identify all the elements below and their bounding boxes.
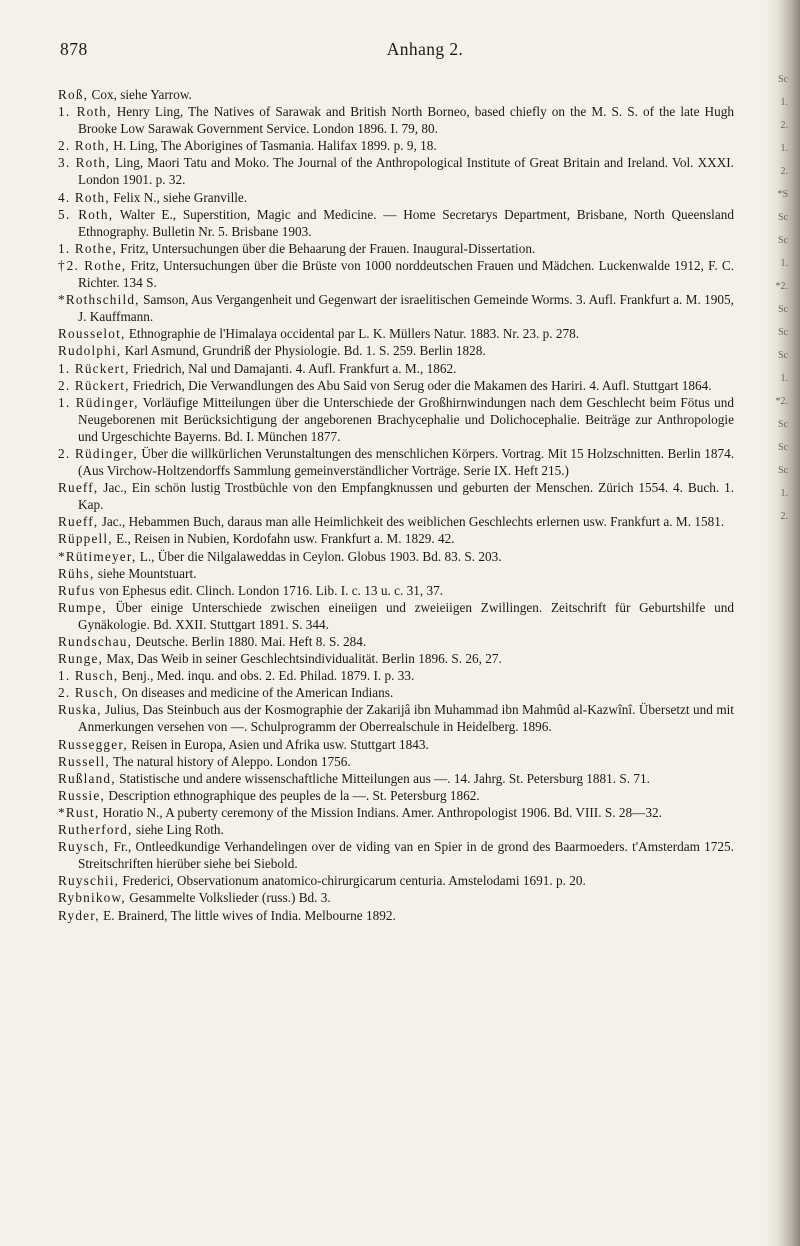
entry-text: L., Über die Nilgalaweddas in Ceylon. Globus 1903. Bd. 83. S. 203. (136, 548, 502, 564)
bibliography-entry (58, 804, 734, 821)
gutter-fragment: Sc (778, 465, 788, 476)
entry-text: Fr., Ontleedkundige Verhandelingen over de viding van en Spier in de grond des Baarmoeders. t'Amsterdam 1725. Streitschriften hierüber siehe bei Siebold. (78, 839, 734, 872)
bibliography-entry (58, 582, 734, 599)
gutter-fragment: Sc (778, 350, 788, 361)
entry-author: *Rust, (58, 804, 100, 820)
bibliography-entry (58, 137, 734, 154)
bibliography-entry (58, 633, 734, 650)
entry-author: Rumpe, (58, 599, 107, 615)
entry-author: Ruska, (58, 702, 102, 718)
entry-author: Runge, (58, 651, 104, 667)
bibliography-entry (58, 360, 734, 377)
entry-author: Roß, (58, 87, 89, 102)
entry-text: Fritz, Untersuchungen über die Behaarung der Frauen. Inaugural-Dissertation. (116, 240, 536, 256)
entry-text: Description ethnographique des peuples de la —. St. Petersburg 1862. (105, 787, 480, 803)
bibliography-entry (58, 189, 734, 206)
bibliography-entry (58, 872, 734, 889)
bibliography-entry (58, 838, 734, 872)
entry-text: siehe Mountstuart. (94, 565, 197, 581)
bibliography-entry (58, 445, 734, 479)
bibliography-entry (58, 240, 734, 257)
entry-text: Samson, Aus Vergangenheit und Gegenwart der israelitischen Gemeinde Worms. 3. Aufl. Frankfurt a. M. 1905, J. Kauffmann. (78, 292, 734, 325)
entry-author: Rousselot, (58, 326, 126, 342)
gutter-fragment: 1. (780, 97, 788, 108)
entry-author: Rußland, (58, 770, 116, 786)
entry-text: Max, Das Weib in seiner Geschlechtsindividualität. Berlin 1896. S. 26, 27. (103, 651, 502, 667)
bibliography-entry (58, 342, 734, 359)
entry-text: Reisen in Europa, Asien und Afrika usw. Stuttgart 1843. (127, 736, 429, 752)
entry-author: 1. Roth, (58, 104, 112, 120)
bibliography-entry (58, 770, 734, 787)
gutter-fragment: 2. (780, 511, 788, 522)
entry-text: Frederici, Observationum anatomico-chirurgicarum centuria. Amstelodami 1691. p. 20. (119, 873, 586, 889)
gutter-fragment: 1. (780, 143, 788, 154)
entry-author: *Rütimeyer, (58, 548, 137, 564)
bibliography-entry (58, 667, 734, 684)
bibliography-entry (58, 257, 734, 291)
gutter-fragment: Sc (778, 327, 788, 338)
entry-text: The natural history of Aleppo. London 1756. (109, 753, 351, 769)
bibliography-entry (58, 479, 734, 513)
entry-author: Rybnikow, (58, 890, 126, 906)
entry-text: Vorläufige Mitteilungen über die Unterschiede der Großhirnwindungen nach dem Geschlecht beim Fötus und Neugeborenen mit Berücksichtigung der angeborenen Brachycephalie und Dolichocephalie. Beiträge zur Anthropologie und Urgeschichte Bayerns. Bd. I. München 1877. (78, 394, 734, 444)
entry-author: 1. Rückert, (58, 360, 130, 376)
gutter-fragment: Sc (778, 442, 788, 453)
bibliography-entry (58, 206, 734, 240)
bibliography-entry (58, 103, 734, 137)
gutter-fragment: 1. (780, 488, 788, 499)
gutter-fragment: Sc (778, 74, 788, 85)
entry-author: Ruyschii, (58, 873, 120, 889)
entry-author: *Rothschild, (58, 292, 140, 308)
bibliography-entry (58, 530, 734, 547)
gutter-fragment: 1. (780, 373, 788, 384)
bibliography-entry (58, 548, 734, 565)
bibliography-list (58, 86, 734, 924)
entry-text: Ethnographie de l'Himalaya occidental par L. K. Müllers Natur. 1883. Nr. 23. p. 278. (125, 326, 580, 342)
entry-author: 2. Rüdinger, (58, 445, 138, 461)
adjacent-page-fragments (766, 70, 788, 530)
entry-author: 5. Roth, (58, 206, 114, 222)
entry-text: Walter E., Superstition, Magic and Medicine. — Home Secretarys Department, Brisbane, North Queensland Ethnography. Bulletin Nr. 5. Brisbane 1903. (78, 206, 734, 239)
entry-author: 1. Rüdinger, (58, 394, 139, 410)
entry-text: Benj., Med. inqu. and obs. 2. Ed. Philad. 1879. I. p. 33. (118, 668, 415, 684)
entry-author: 4. Roth, (58, 189, 110, 205)
entry-author: 3. Roth, (58, 155, 111, 171)
entry-author: Russell, (58, 753, 110, 769)
entry-author: Rühs, (58, 565, 95, 581)
entry-text: E. Brainerd, The little wives of India. Melbourne 1892. (99, 907, 396, 923)
bibliography-entry (58, 684, 734, 701)
entry-text: Statistische und andere wissenschaftliche Mitteilungen aus —. 14. Jahrg. St. Petersburg 1881. S. 71. (115, 770, 650, 786)
gutter-fragment: Sc (778, 235, 788, 246)
gutter-fragment: 2. (780, 120, 788, 131)
entry-text: siehe Ling Roth. (132, 822, 224, 838)
page-header (58, 39, 752, 61)
bibliography-entry (58, 650, 734, 667)
running-head: Anhang 2. (386, 39, 464, 59)
entry-text: Jac., Hebammen Buch, daraus man alle Heimlichkeit des weiblichen Geschlechts erlernen usw. Frankfurt a. M. 1581. (98, 514, 725, 530)
gutter-fragment: Sc (778, 304, 788, 315)
bibliography-entry (58, 86, 734, 103)
entry-author: Ryder, (58, 907, 100, 923)
entry-author: Russie, (58, 787, 105, 803)
bibliography-entry (58, 701, 734, 735)
entry-author: 2. Roth, (58, 138, 110, 154)
entry-author: Russegger, (58, 736, 128, 752)
entry-text: von Ephesus edit. Clinch. London 1716. Lib. I. c. 13 u. c. 31, 37. (95, 582, 444, 598)
entry-text: Fritz, Untersuchungen über die Brüste von 1000 norddeutschen Frauen und Mädchen. Luckenwalde 1912, F. C. Richter. 134 S. (78, 257, 735, 291)
gutter-fragment: *2. (775, 396, 788, 407)
gutter-fragment: *S (777, 189, 788, 200)
bibliography-entry (58, 821, 734, 838)
gutter-fragment: 2. (780, 166, 788, 177)
bibliography-entry (58, 154, 734, 188)
entry-author: Rueff, (58, 480, 99, 496)
bibliography-entry (58, 907, 734, 924)
entry-text: Cox, siehe Yarrow. (88, 87, 192, 102)
bibliography-entry (58, 787, 734, 804)
entry-author: Rutherford, (58, 822, 133, 838)
bibliography-entry (58, 377, 734, 394)
bibliography-entry (58, 513, 734, 530)
bibliography-entry (58, 736, 734, 753)
entry-author: 1. Rusch, (58, 668, 119, 684)
entry-text: Julius, Das Steinbuch aus der Kosmographie der Zakarijâ ibn Muhammad ibn Mahmûd al-Kazwînî. Übersetzt und mit Anmerkungen versehen von —. Schulprogramm der Oberrealschule in Heidelberg. 1896. (78, 702, 734, 735)
adjacent-page-edge (766, 0, 800, 1246)
bibliography-entry (58, 889, 734, 906)
entry-author: Rudolphi, (58, 343, 122, 359)
gutter-fragment: *2. (775, 281, 788, 292)
entry-text: Gesammelte Volkslieder (russ.) Bd. 3. (125, 890, 331, 906)
gutter-fragment: 1. (780, 258, 788, 269)
entry-author: †2. Rothe, (58, 257, 127, 273)
entry-text: On diseases and medicine of the American Indians. (118, 685, 394, 701)
entry-author: 2. Rusch, (58, 685, 119, 701)
entry-text: Henry Ling, The Natives of Sarawak and British North Borneo, based chiefly on the M. S. S. of the late Hugh Brooke Low Sarawak Government Service. London 1896. I. 79, 80. (78, 104, 734, 137)
entry-author: 1. Rothe, (58, 240, 117, 256)
bibliography-entry (58, 394, 734, 445)
entry-text: Über die willkürlichen Verunstaltungen des menschlichen Körpers. Vortrag. Mit 15 Holzschnitten. Berlin 1874. (Aus Virchow-Holtzendorffs Sammlung gemeinverständlicher Vorträge. Serie IX. Heft 215.) (78, 445, 735, 479)
entry-author: Rueff, (58, 514, 99, 530)
page-number: 878 (60, 39, 88, 59)
entry-author: Rufus (58, 582, 96, 598)
gutter-fragment: Sc (778, 419, 788, 430)
bibliography-entry (58, 325, 734, 342)
entry-text: E., Reisen in Nubien, Kordofahn usw. Frankfurt a. M. 1829. 42. (112, 531, 455, 547)
entry-text: Karl Asmund, Grundriß der Physiologie. Bd. 1. S. 259. Berlin 1828. (121, 343, 486, 359)
entry-author: 2. Rückert, (58, 377, 130, 393)
entry-text: Felix N., siehe Granville. (109, 189, 248, 205)
bibliography-entry (58, 599, 734, 633)
entry-text: Friedrich, Nal und Damajanti. 4. Aufl. Frankfurt a. M., 1862. (129, 360, 457, 376)
entry-text: Horatio N., A puberty ceremony of the Mission Indians. Amer. Anthropologist 1906. Bd. VIII. S. 28—32. (99, 804, 662, 820)
entry-text: Über einige Unterschiede zwischen eineiigen und zweieiigen Zwillingen. Zeitschrift für Geburtshilfe und Gynäkologie. Bd. XXII. Stuttgart 1891. S. 344. (78, 599, 734, 632)
entry-text: Jac., Ein schön lustig Trostbüchle von den Empfangknussen und geburten der Menschen. Zürich 1554. 4. Buch. 1. Kap. (78, 480, 734, 513)
entry-text: Ling, Maori Tatu and Moko. The Journal of the Anthropological Institute of Great Britain and Ireland. Vol. XXXI. London 1901. p. 32. (78, 155, 734, 188)
gutter-fragment: Sc (778, 212, 788, 223)
bibliography-entry (58, 753, 734, 770)
entry-text: Friedrich, Die Verwandlungen des Abu Said von Serug oder die Makamen des Hariri. 4. Aufl. Stuttgart 1864. (129, 377, 712, 393)
entry-text: H. Ling, The Aborigines of Tasmania. Halifax 1899. p. 9, 18. (109, 138, 437, 154)
entry-author: Ruysch, (58, 839, 110, 855)
bibliography-entry (58, 291, 734, 325)
entry-author: Rundschau, (58, 634, 133, 649)
bibliography-entry (58, 565, 734, 582)
entry-text: Deutsche. Berlin 1880. Mai. Heft 8. S. 284. (132, 634, 367, 649)
entry-author: Rüppell, (58, 531, 113, 547)
